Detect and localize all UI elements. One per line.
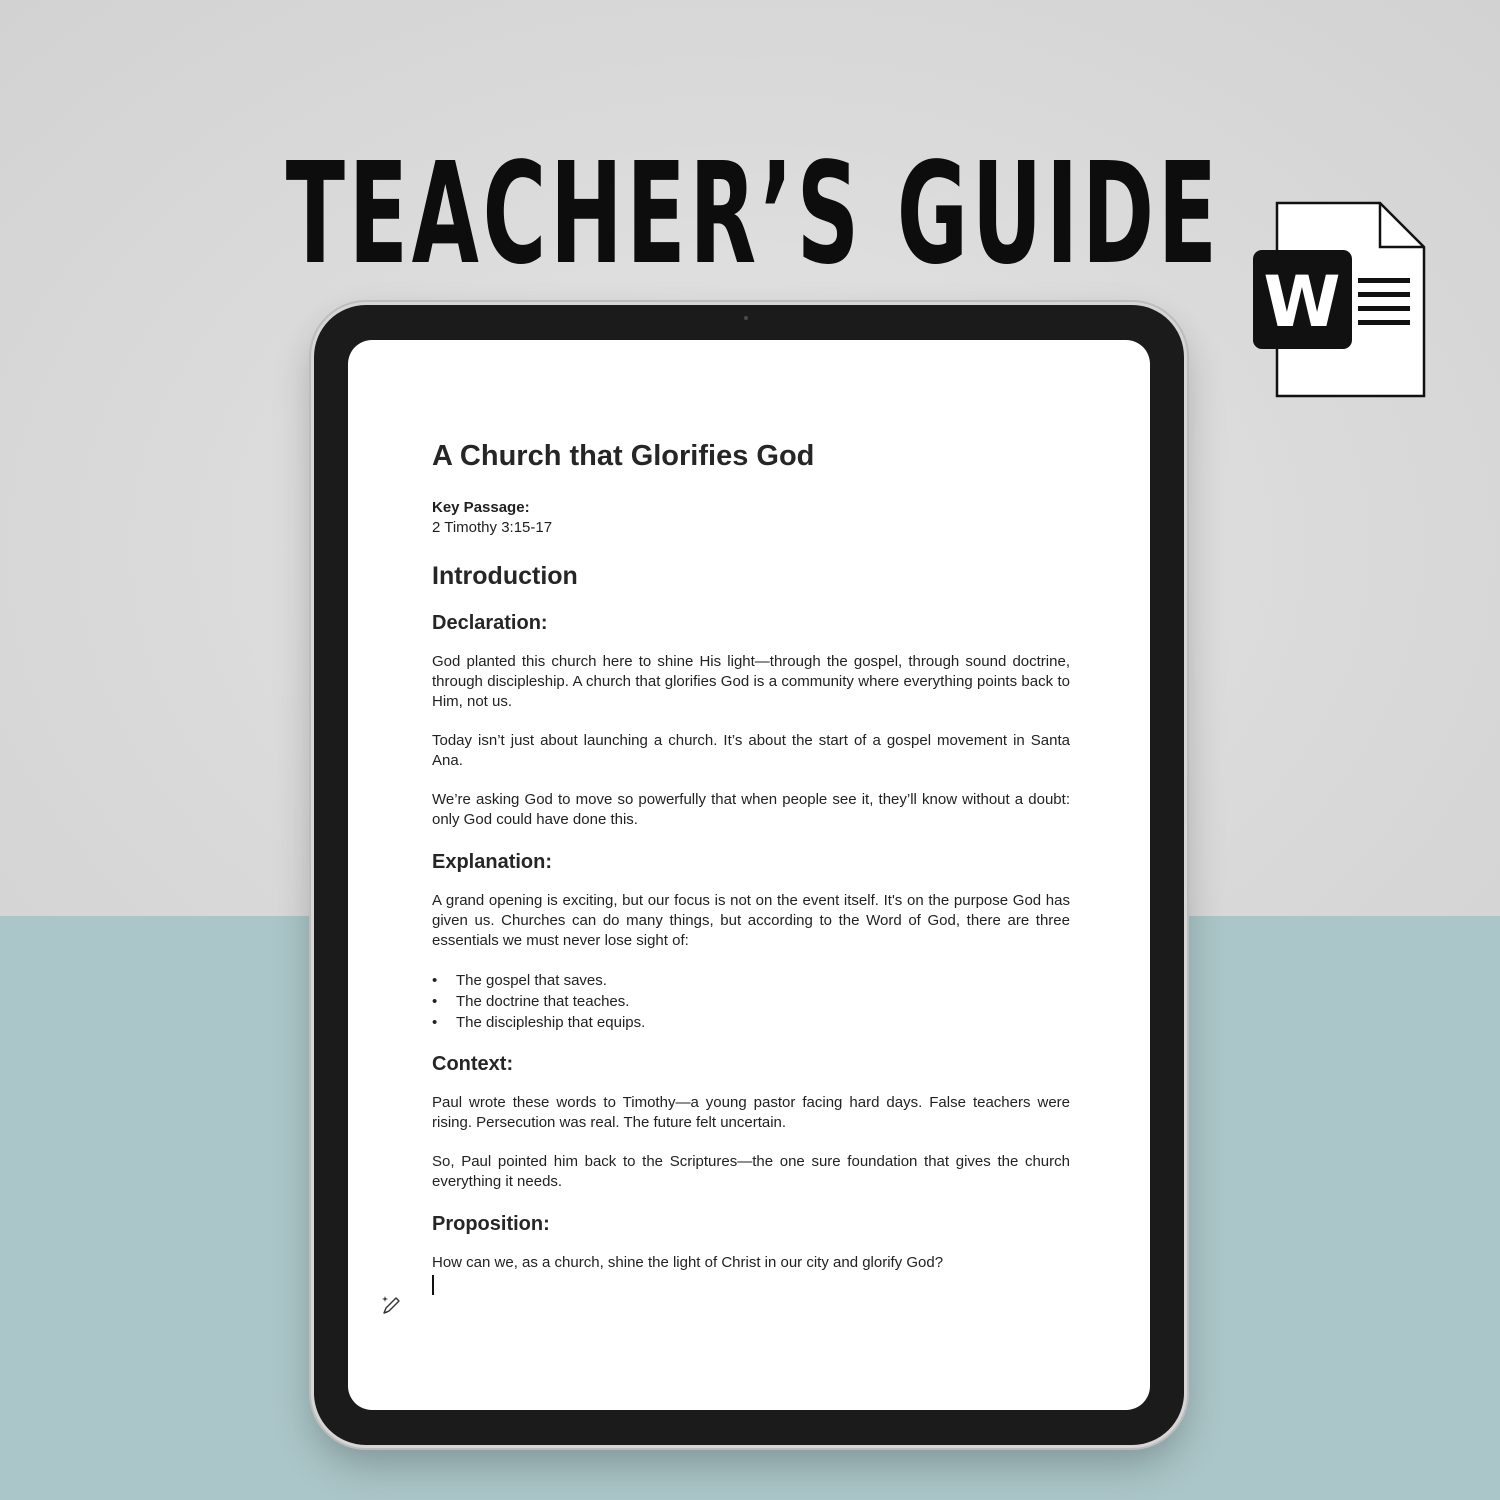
declaration-paragraph: God planted this church here to shine His light—through the gospel, through sound doctrine, through discipleship. A church that glorifies God is a community where everything points back to Him, not us. (432, 653, 1070, 710)
tablet-screen (348, 340, 1150, 1410)
declaration-paragraph: We’re asking God to move so powerfully that when people see it, they’ll know without a doubt: only God could have done this. (432, 791, 1070, 828)
tablet-frame (314, 305, 1184, 1445)
essentials-list (432, 970, 1070, 1033)
document-title: A Church that Glorifies God (432, 440, 815, 472)
proposition-heading: Proposition: (432, 1213, 550, 1235)
copilot-draft-icon[interactable] (379, 1293, 403, 1317)
text-cursor[interactable] (432, 1275, 434, 1295)
explanation-paragraph: A grand opening is exciting, but our focus is not on the event itself. It's on the purpose God has given us. Churches can do many things, but according to the Word of God, there are three essentials we must never lose sight of: (432, 892, 1070, 949)
camera-dot (744, 316, 748, 320)
list-item: • The doctrine that teaches. (432, 991, 1070, 1012)
context-paragraph: Paul wrote these words to Timothy—a young pastor facing hard days. False teachers were rising. Persecution was real. The future felt uncertain. (432, 1094, 1070, 1131)
list-item: • The discipleship that equips. (432, 1012, 1070, 1033)
list-item: • The gospel that saves. (432, 970, 1070, 991)
document-page (432, 438, 1070, 1295)
word-letter: W (1263, 261, 1341, 343)
context-heading: Context: (432, 1053, 514, 1075)
context-paragraph: So, Paul pointed him back to the Scriptures—the one sure foundation that gives the church everything it needs. (432, 1153, 1070, 1190)
key-passage-value: 2 Timothy 3:15-17 (432, 519, 553, 536)
declaration-heading: Declaration: (432, 612, 548, 634)
explanation-heading: Explanation: (432, 851, 553, 873)
introduction-heading: Introduction (432, 562, 578, 590)
proposition-paragraph: How can we, as a church, shine the light of Christ in our city and glorify God? (432, 1254, 944, 1271)
word-document-icon (1252, 200, 1427, 400)
page-headline: TEACHER’S GUIDE (285, 133, 1221, 296)
declaration-paragraph: Today isn’t just about launching a church. It’s about the start of a gospel movement in Santa Ana. (432, 732, 1070, 769)
key-passage-label: Key Passage: (432, 499, 530, 516)
